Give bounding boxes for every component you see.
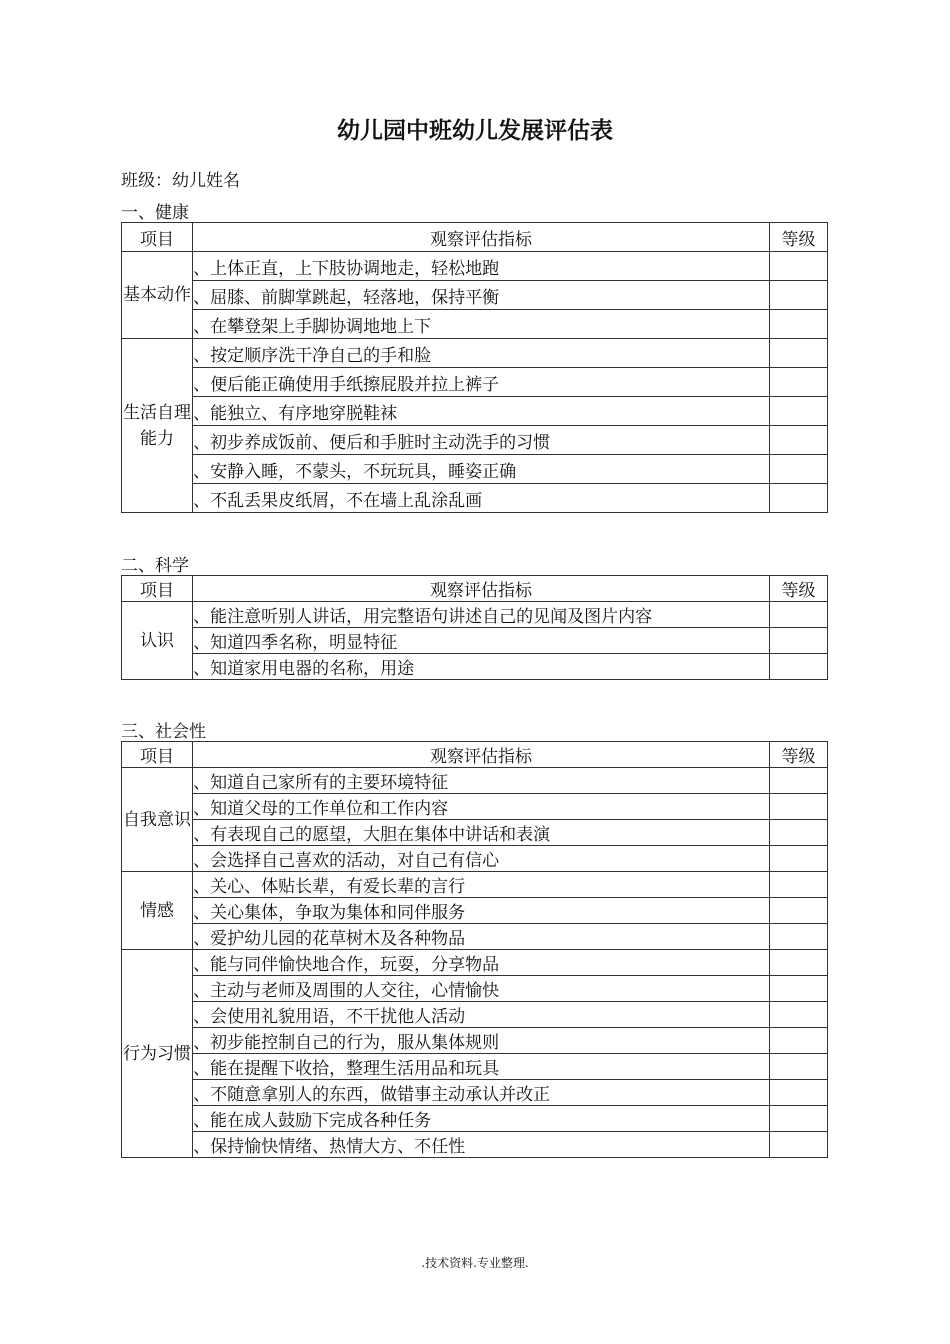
table-row <box>122 339 828 368</box>
science-table <box>121 575 828 680</box>
indicator-cell: 、知道父母的工作单位和工作内容 <box>193 794 770 820</box>
grade-cell[interactable] <box>769 846 827 872</box>
table-row <box>122 397 828 426</box>
indicator-cell: 、便后能正确使用手纸擦屁股并拉上裤子 <box>193 368 770 397</box>
indicator-cell: 、初步能控制自己的行为，服从集体规则 <box>193 1028 770 1054</box>
grade-cell[interactable] <box>769 426 827 455</box>
indicator-cell: 、能在成人鼓励下完成各种任务 <box>193 1106 770 1132</box>
grade-cell[interactable] <box>769 654 827 680</box>
header-grade: 等级 <box>769 742 827 768</box>
table-row <box>122 1106 828 1132</box>
section-title-social: 三、社会性 <box>121 722 206 742</box>
category-cell: 行为习惯 <box>122 950 193 1158</box>
grade-cell[interactable] <box>769 281 827 310</box>
indicator-cell: 、初步养成饭前、便后和手脏时主动洗手的习惯 <box>193 426 770 455</box>
table-row <box>122 976 828 1002</box>
table-row <box>122 484 828 513</box>
table-row <box>122 368 828 397</box>
grade-cell[interactable] <box>769 820 827 846</box>
indicator-cell: 、上体正直，上下肢协调地走，轻松地跑 <box>193 252 770 281</box>
section-title-health: 一、健康 <box>121 203 189 223</box>
indicator-cell: 、能注意听别人讲话，用完整语句讲述自己的见闻及图片内容 <box>193 602 770 628</box>
header-item: 项目 <box>122 223 193 252</box>
table-row <box>122 846 828 872</box>
grade-cell[interactable] <box>769 484 827 513</box>
header-item: 项目 <box>122 576 193 602</box>
table-row <box>122 252 828 281</box>
indicator-cell: 、能独立、有序地穿脱鞋袜 <box>193 397 770 426</box>
indicator-cell: 、关心集体，争取为集体和同伴服务 <box>193 898 770 924</box>
grade-cell[interactable] <box>769 368 827 397</box>
indicator-cell: 、能在提醒下收拾，整理生活用品和玩具 <box>193 1054 770 1080</box>
table-row <box>122 898 828 924</box>
grade-cell[interactable] <box>769 1028 827 1054</box>
category-cell: 自我意识 <box>122 768 193 872</box>
indicator-cell: 、保持愉快情绪、热情大方、不任性 <box>193 1132 770 1158</box>
grade-cell[interactable] <box>769 1002 827 1028</box>
table-row <box>122 602 828 628</box>
table-header-row <box>122 223 828 252</box>
indicator-cell: 、屈膝、前脚掌跳起，轻落地，保持平衡 <box>193 281 770 310</box>
indicator-cell: 、知道四季名称，明显特征 <box>193 628 770 654</box>
table-row <box>122 872 828 898</box>
indicator-cell: 、爱护幼儿园的花草树木及各种物品 <box>193 924 770 950</box>
indicator-cell: 、按定顺序洗干净自己的手和脸 <box>193 339 770 368</box>
indicator-cell: 、主动与老师及周围的人交往，心情愉快 <box>193 976 770 1002</box>
header-indicator: 观察评估指标 <box>193 576 770 602</box>
header-item: 项目 <box>122 742 193 768</box>
grade-cell[interactable] <box>769 1106 827 1132</box>
grade-cell[interactable] <box>769 628 827 654</box>
table-row <box>122 426 828 455</box>
grade-cell[interactable] <box>769 252 827 281</box>
table-row <box>122 768 828 794</box>
table-header-row <box>122 576 828 602</box>
table-row <box>122 1002 828 1028</box>
table-row <box>122 1080 828 1106</box>
page-title: 幼儿园中班幼儿发展评估表 <box>337 118 613 144</box>
category-cell: 认识 <box>122 602 193 680</box>
grade-cell[interactable] <box>769 898 827 924</box>
grade-cell[interactable] <box>769 397 827 426</box>
header-grade: 等级 <box>769 223 827 252</box>
table-row <box>122 1028 828 1054</box>
grade-cell[interactable] <box>769 602 827 628</box>
table-row <box>122 794 828 820</box>
category-cell: 生活自理能力 <box>122 339 193 513</box>
indicator-cell: 、知道自己家所有的主要环境特征 <box>193 768 770 794</box>
category-cell: 情感 <box>122 872 193 950</box>
indicator-cell: 、会使用礼貌用语，不干扰他人活动 <box>193 1002 770 1028</box>
table-row <box>122 455 828 484</box>
table-row <box>122 654 828 680</box>
grade-cell[interactable] <box>769 455 827 484</box>
table-row <box>122 310 828 339</box>
grade-cell[interactable] <box>769 976 827 1002</box>
social-table <box>121 741 828 1158</box>
indicator-cell: 、不乱丢果皮纸屑，不在墙上乱涂乱画 <box>193 484 770 513</box>
table-header-row <box>122 742 828 768</box>
grade-cell[interactable] <box>769 768 827 794</box>
class-name-line: 班级：幼儿姓名 <box>121 171 240 191</box>
health-table <box>121 222 828 513</box>
footer-note: .技术资料.专业整理. <box>421 1256 529 1270</box>
indicator-cell: 、会选择自己喜欢的活动，对自己有信心 <box>193 846 770 872</box>
indicator-cell: 、在攀登架上手脚协调地地上下 <box>193 310 770 339</box>
grade-cell[interactable] <box>769 310 827 339</box>
indicator-cell: 、能与同伴愉快地合作，玩耍，分享物品 <box>193 950 770 976</box>
grade-cell[interactable] <box>769 1080 827 1106</box>
grade-cell[interactable] <box>769 1132 827 1158</box>
table-row <box>122 950 828 976</box>
grade-cell[interactable] <box>769 924 827 950</box>
table-row <box>122 924 828 950</box>
grade-cell[interactable] <box>769 339 827 368</box>
indicator-cell: 、不随意拿别人的东西，做错事主动承认并改正 <box>193 1080 770 1106</box>
header-indicator: 观察评估指标 <box>193 223 770 252</box>
table-row <box>122 820 828 846</box>
grade-cell[interactable] <box>769 1054 827 1080</box>
grade-cell[interactable] <box>769 872 827 898</box>
grade-cell[interactable] <box>769 950 827 976</box>
table-row <box>122 1054 828 1080</box>
header-grade: 等级 <box>769 576 827 602</box>
indicator-cell: 、知道家用电器的名称，用途 <box>193 654 770 680</box>
header-indicator: 观察评估指标 <box>193 742 770 768</box>
table-row <box>122 281 828 310</box>
table-row <box>122 1132 828 1158</box>
grade-cell[interactable] <box>769 794 827 820</box>
indicator-cell: 、关心、体贴长辈，有爱长辈的言行 <box>193 872 770 898</box>
table-row <box>122 628 828 654</box>
category-cell: 基本动作 <box>122 252 193 339</box>
section-title-science: 二、科学 <box>121 556 189 576</box>
indicator-cell: 、安静入睡，不蒙头，不玩玩具，睡姿正确 <box>193 455 770 484</box>
indicator-cell: 、有表现自己的愿望，大胆在集体中讲话和表演 <box>193 820 770 846</box>
